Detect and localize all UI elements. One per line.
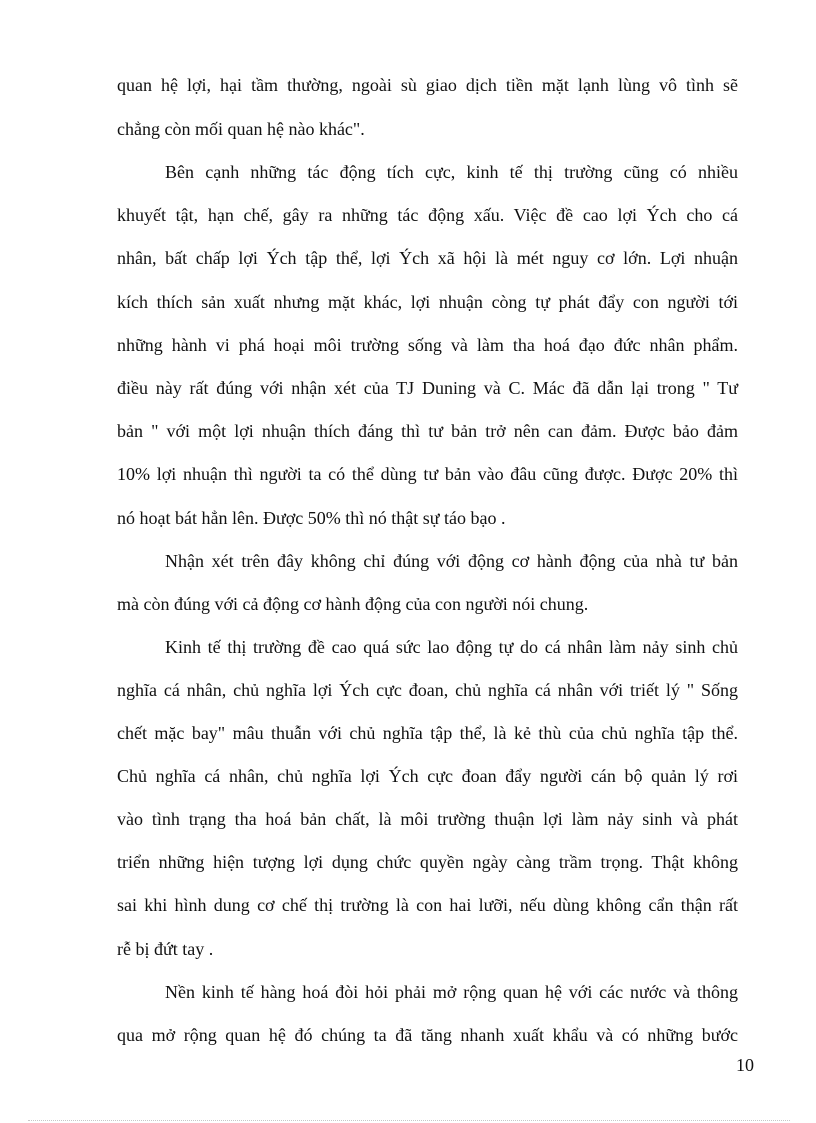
text-line: Bên cạnh những tác động tích cực, kinh tế thị trường cũng có nhiều (165, 162, 738, 182)
text-line: sai khi hình dung cơ chế thị trường là con hai lưỡi, nếu dùng không cẩn thận rất (117, 895, 738, 915)
text-line: quan hệ lợi, hại tầm thường, ngoài sù giao dịch tiền mặt lạnh lùng vô tình sẽ (117, 75, 738, 95)
text-line: triển những hiện tượng lợi dụng chức quyền ngày càng trầm trọng. Thật không (117, 852, 738, 872)
text-line: rễ bị đứt tay . (117, 939, 214, 959)
text-line: mà còn đúng với cả động cơ hành động của con người nói chung. (117, 594, 589, 614)
text-line: nhân, bất chấp lợi Ých tập thể, lợi Ých xã hội là mét nguy cơ lớn. Lợi nhuận (117, 248, 738, 268)
text-line: 10% lợi nhuận thì người ta có thể dùng tư bản vào đâu cũng được. Được 20% thì (117, 464, 738, 484)
text-line: chẳng còn mối quan hệ nào khác". (117, 119, 365, 139)
text-line: Kinh tế thị trường đề cao quá sức lao động tự do cá nhân làm nảy sinh chủ (165, 637, 738, 657)
text-line: những hành vi phá hoại môi trường sống và làm tha hoá đạo đức nhân phẩm. (117, 335, 738, 355)
text-line: vào tình trạng tha hoá bản chất, là môi trường thuận lợi làm nảy sinh và phát (117, 809, 738, 829)
text-line: điều này rất đúng với nhận xét của TJ Duning và C. Mác đã dẫn lại trong " Tư (117, 378, 738, 398)
text-line: Nền kinh tế hàng hoá đòi hỏi phải mở rộng quan hệ với các nước và thông (165, 982, 738, 1002)
text-line: chết mặc bay" mâu thuẫn với chủ nghĩa tập thể, là kẻ thù của chủ nghĩa tập thể. (117, 723, 738, 743)
text-line: kích thích sản xuất nhưng mặt khác, lợi nhuận còng tự phát đẩy con người tới (117, 292, 738, 312)
text-line: nó hoạt bát hẳn lên. Được 50% thì nó thật sự táo bạo . (117, 508, 506, 528)
text-line: qua mở rộng quan hệ đó chúng ta đã tăng nhanh xuất khẩu và có những bước (117, 1025, 738, 1045)
text-line: bản " với một lợi nhuận thích đáng thì tư bản trở nên can đảm. Được bảo đảm (117, 421, 738, 441)
page-number: 10 (736, 1055, 754, 1075)
page-bottom-edge (28, 1120, 790, 1121)
text-line: Nhận xét trên đây không chỉ đúng với động cơ hành động của nhà tư bản (165, 551, 738, 571)
text-line: nghĩa cá nhân, chủ nghĩa lợi Ých cực đoan, chủ nghĩa cá nhân với triết lý " Sống (117, 680, 738, 700)
text-line: khuyết tật, hạn chế, gây ra những tác động xấu. Việc đề cao lợi Ých cho cá (117, 205, 738, 225)
text-line: Chủ nghĩa cá nhân, chủ nghĩa lợi Ých cực đoan đẩy người cán bộ quản lý rơi (117, 766, 738, 786)
